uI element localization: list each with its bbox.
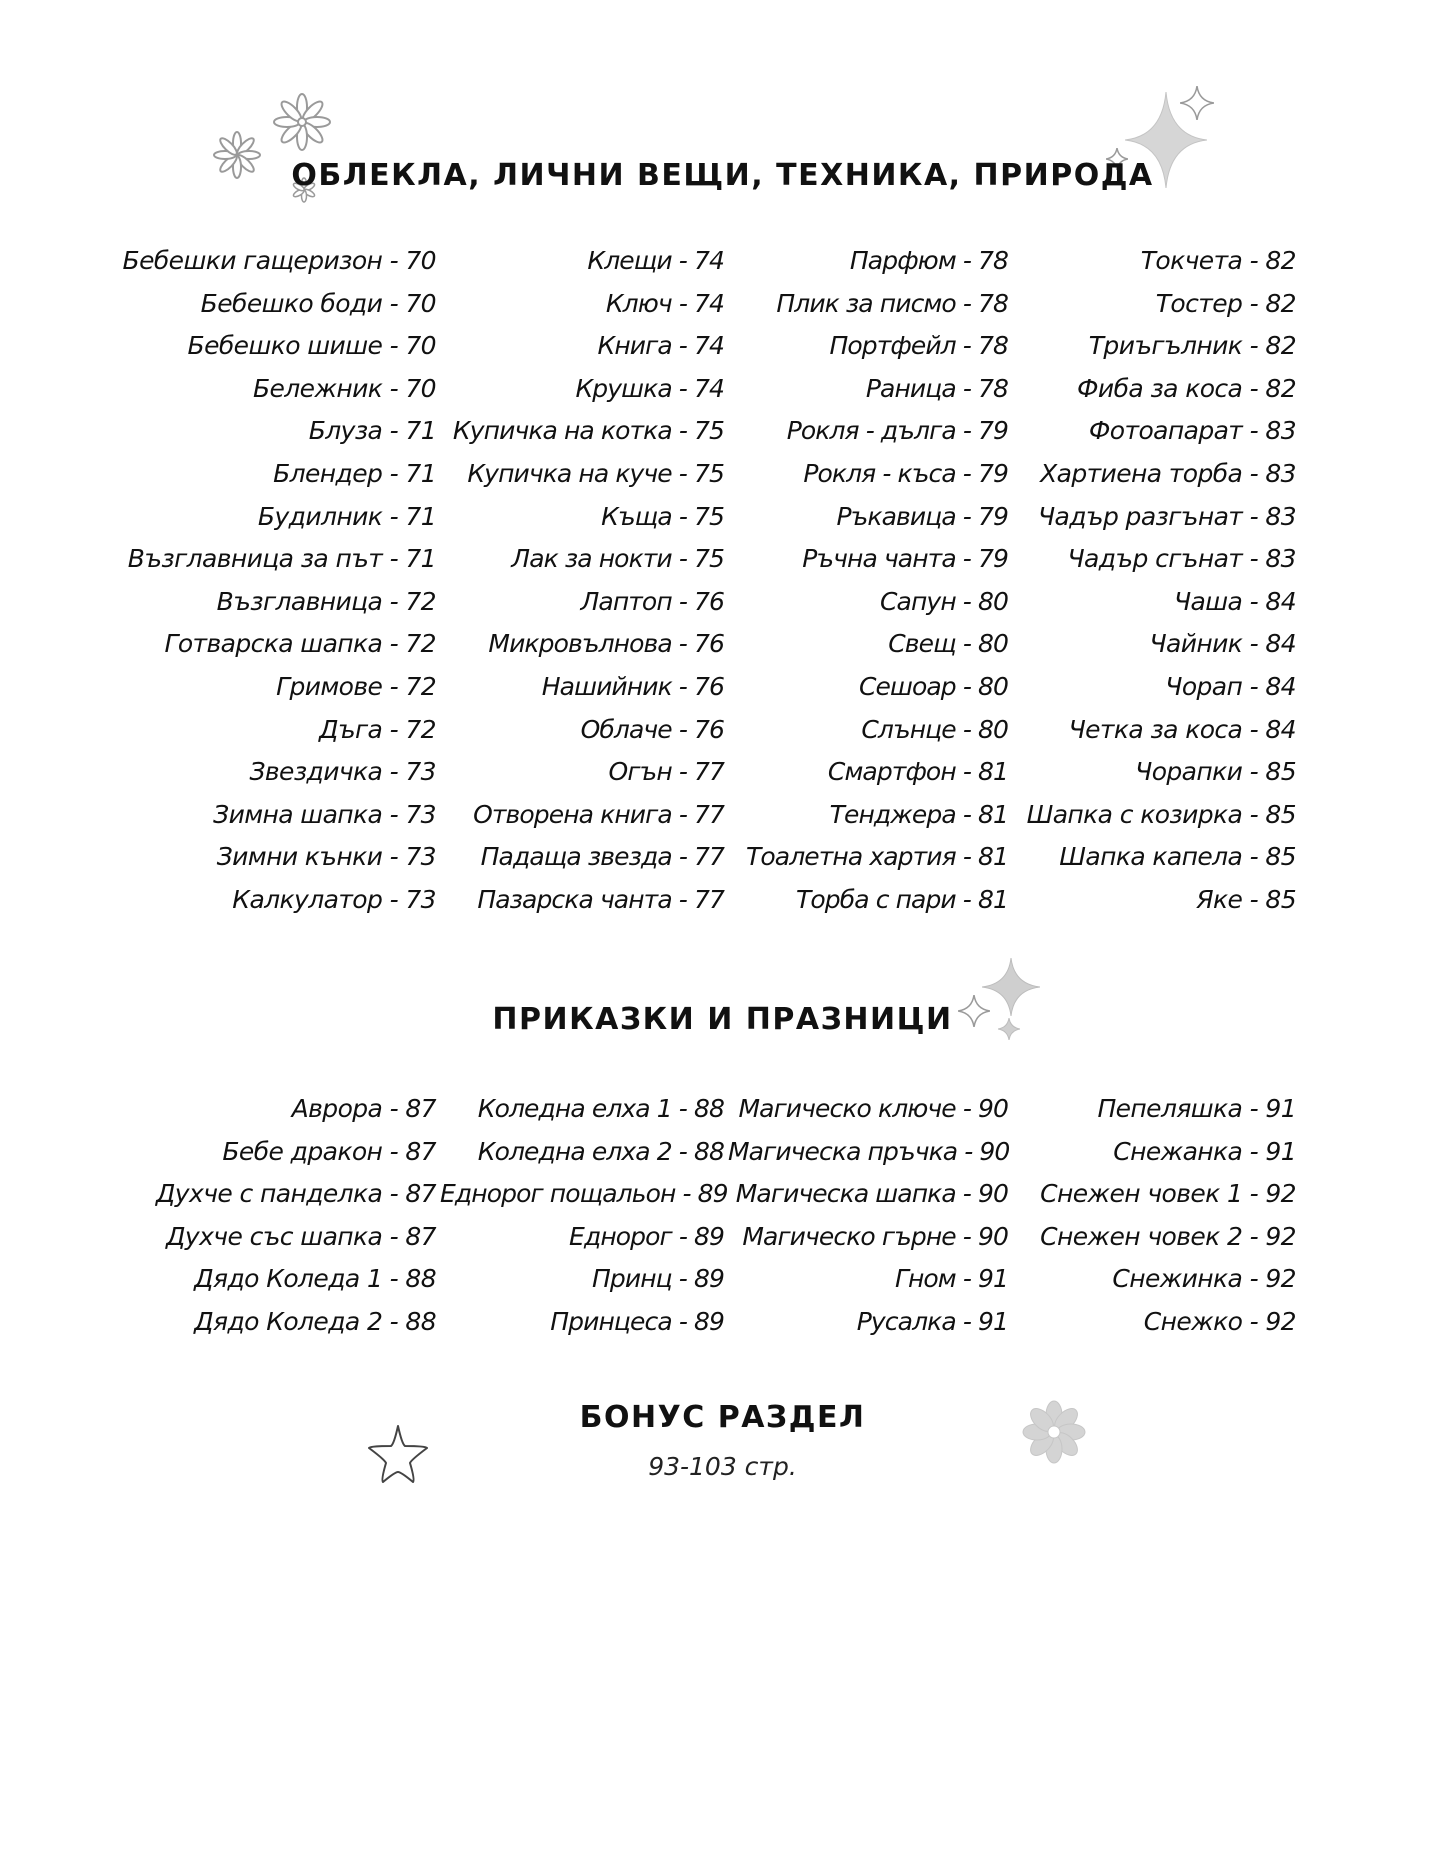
index-entry: Слънце - 80 (861, 714, 1008, 744)
index-entry: Фотоапарат - 83 (1088, 416, 1296, 446)
index-entry: Крушка - 74 (575, 373, 724, 403)
index-entry: Чаша - 84 (1174, 586, 1296, 616)
bonus-pages: 93-103 стр. (648, 1452, 797, 1481)
index-entry: Хартиена торба - 83 (1040, 458, 1296, 488)
index-entry: Духче с панделка - 87 (155, 1179, 436, 1209)
index-entry: Чорап - 84 (1165, 671, 1296, 701)
index-entry: Духче със шапка - 87 (165, 1221, 436, 1251)
index-entry: Бележник - 70 (252, 373, 436, 403)
index-entry: Рокля - дълга - 79 (786, 416, 1008, 446)
index-entry: Падаща звезда - 77 (480, 842, 724, 872)
index-entry: Сешоар - 80 (858, 671, 1008, 701)
index-entry: Тенджера - 81 (829, 799, 1008, 829)
index-column (1012, 240, 1296, 922)
index-entry: Блендер - 71 (273, 458, 436, 488)
index-entry: Пазарска чанта - 77 (477, 884, 724, 914)
index-column (440, 240, 724, 922)
index-entry: Бебешки гащеризон - 70 (122, 246, 436, 275)
index-column (100, 240, 436, 922)
index-entry: Шапка капела - 85 (1059, 842, 1296, 872)
index-entry: Рокля - къса - 79 (803, 458, 1008, 488)
index-entry: Калкулатор - 73 (232, 884, 436, 914)
index-entry: Бебе дракон - 87 (222, 1136, 436, 1166)
index-entry: Смартфон - 81 (827, 757, 1008, 787)
index-entry: Лаптоп - 76 (580, 586, 724, 616)
index-column (728, 1088, 1008, 1344)
index-entry: Фиба за коса - 82 (1077, 373, 1296, 403)
index-entry: Отворена книга - 77 (473, 799, 724, 829)
index-entry: Еднорог пощальон - 89 (440, 1179, 728, 1209)
index-entry: Ръчна чанта - 79 (802, 544, 1008, 574)
index-entry: Лак за нокти - 75 (511, 544, 724, 574)
index-entry: Дъга - 72 (319, 714, 436, 744)
index-entry: Тостер - 82 (1155, 288, 1296, 318)
index-entry: Огън - 77 (608, 757, 724, 787)
index-entry: Магическо гърне - 90 (742, 1221, 1008, 1251)
index-entry: Бебешко шише - 70 (187, 331, 436, 361)
index-entry: Снежанка - 91 (1113, 1136, 1296, 1166)
index-column (440, 1088, 728, 1344)
index-entry: Облаче - 76 (580, 714, 724, 744)
index-entry: Магическа пръчка - 90 (728, 1136, 1010, 1166)
index-entry: Нашийник - 76 (541, 671, 724, 701)
index-entry: Възглавница - 72 (216, 586, 436, 616)
index-entry: Чорапки - 85 (1135, 757, 1296, 787)
index-entry: Магическо ключе - 90 (738, 1094, 1008, 1123)
index-entry: Аврора - 87 (291, 1094, 436, 1123)
index-entry: Микровълнова - 76 (488, 629, 724, 659)
sparkle-icon (1180, 86, 1214, 120)
index-entry: Бебешко боди - 70 (200, 288, 436, 318)
index-entry: Книга - 74 (597, 331, 724, 361)
index-entry: Четка за коса - 84 (1068, 714, 1296, 744)
index-entry: Зимна шапка - 73 (213, 799, 436, 829)
index-entry: Свещ - 80 (888, 629, 1008, 659)
index-entry: Пепеляшка - 91 (1097, 1094, 1296, 1123)
flower-icon (270, 90, 334, 154)
index-entry: Снежен човек 1 - 92 (1040, 1179, 1296, 1209)
index-entry: Готварска шапка - 72 (164, 629, 436, 659)
index-entry: Чайник - 84 (1149, 629, 1296, 659)
index-entry: Дядо Коледа 1 - 88 (194, 1264, 436, 1294)
index-entry: Токчета - 82 (1140, 246, 1296, 275)
index-entry: Сапун - 80 (880, 586, 1008, 616)
index-entry: Коледна елха 1 - 88 (477, 1094, 724, 1123)
index-entry: Чадър разгънат - 83 (1037, 501, 1296, 531)
index-entry: Торба с пари - 81 (795, 884, 1008, 914)
index-entry: Къща - 75 (601, 501, 724, 531)
section-title-fairytales: ПРИКАЗКИ И ПРАЗНИЦИ (492, 1002, 953, 1037)
index-entry: Ключ - 74 (605, 288, 724, 318)
index-entry: Дядо Коледа 2 - 88 (194, 1306, 436, 1336)
index-entry: Купичка на котка - 75 (452, 416, 724, 446)
index-entry: Ръкавица - 79 (836, 501, 1008, 531)
index-entry: Русалка - 91 (856, 1306, 1008, 1336)
index-entry: Звездичка - 73 (249, 757, 436, 787)
index-entry: Коледна елха 2 - 88 (477, 1136, 724, 1166)
index-entry: Снежко - 92 (1143, 1306, 1296, 1336)
index-entry: Магическа шапка - 90 (735, 1179, 1008, 1209)
index-entry: Снежен човек 2 - 92 (1040, 1221, 1296, 1251)
index-entry: Принц - 89 (591, 1264, 724, 1294)
index-entry: Гримове - 72 (276, 671, 436, 701)
index-entry: Плик за писмо - 78 (776, 288, 1008, 318)
bonus-title: БОНУС РАЗДЕЛ (579, 1400, 866, 1435)
index-column (100, 1088, 436, 1344)
index-entry: Еднорог - 89 (569, 1221, 724, 1251)
index-entry: Блуза - 71 (308, 416, 436, 446)
index-entry: Тоалетна хартия - 81 (746, 842, 1008, 872)
index-entry: Будилник - 71 (257, 501, 436, 531)
index-entry: Клещи - 74 (587, 246, 724, 275)
index-entry: Гном - 91 (894, 1264, 1008, 1294)
index-entry: Зимни кънки - 73 (216, 842, 436, 872)
index-entry: Купичка на куче - 75 (467, 458, 724, 488)
index-entry: Принцеса - 89 (550, 1306, 724, 1336)
index-column (728, 240, 1008, 922)
index-entry: Раница - 78 (865, 373, 1008, 403)
index-entry: Яке - 85 (1196, 884, 1296, 914)
index-entry: Възглавница за път - 71 (127, 544, 436, 574)
index-entry: Чадър сгънат - 83 (1067, 544, 1296, 574)
index-entry: Снежинка - 92 (1112, 1264, 1296, 1294)
index-column (1012, 1088, 1296, 1344)
index-entry: Парфюм - 78 (849, 246, 1008, 275)
section-title-clothing: ОБЛЕКЛА, ЛИЧНИ ВЕЩИ, ТЕХНИКА, ПРИРОДА (291, 158, 1154, 193)
index-entry: Шапка с козирка - 85 (1026, 799, 1296, 829)
index-entry: Портфейл - 78 (829, 331, 1008, 361)
index-entry: Триъгълник - 82 (1088, 331, 1296, 361)
